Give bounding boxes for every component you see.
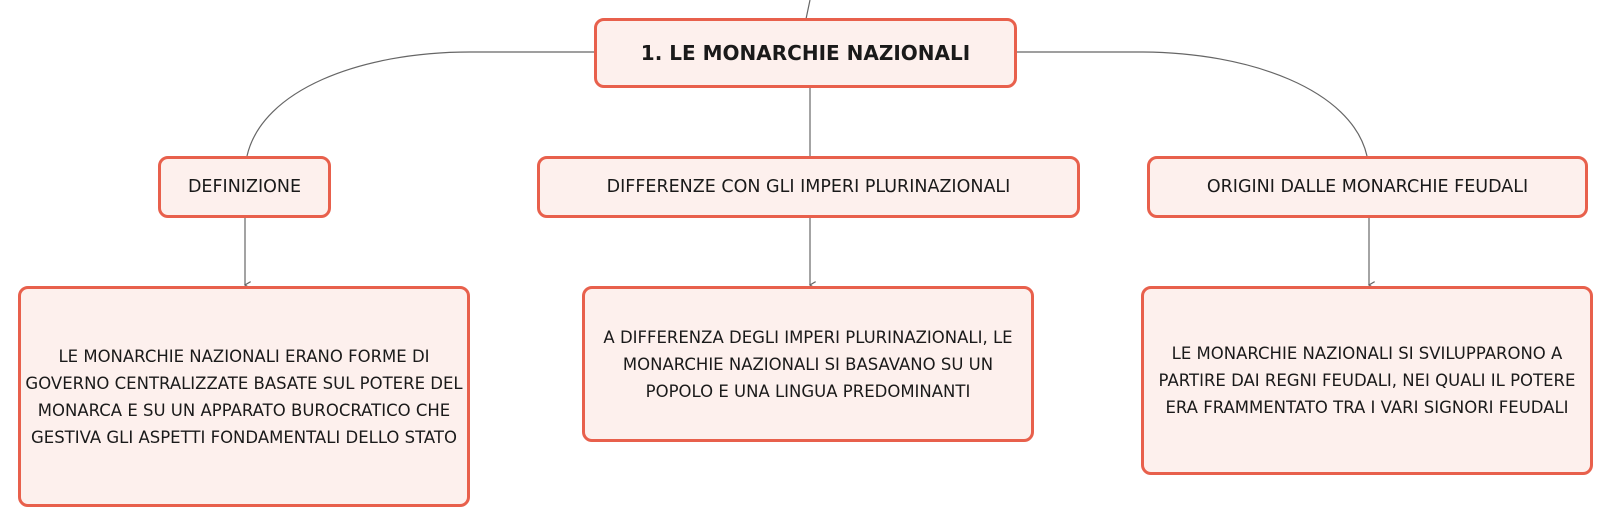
connector-root-to-origini	[1017, 52, 1367, 156]
detail-text: A DIFFERENZA DEGLI IMPERI PLURINAZIONALI, LE MONARCHIE NAZIONALI SI BASAVANO SU UN POPOLO E UNA LINGUA PREDOMINANTI	[603, 327, 1013, 401]
branch-label: DEFINIZIONE	[187, 177, 302, 197]
branch-node-differenze[interactable]	[537, 156, 1080, 218]
branch-node-definizione[interactable]	[158, 156, 331, 218]
detail-text: LE MONARCHIE NAZIONALI ERANO FORME DI GOVERNO CENTRALIZZATE BASATE SUL POTERE DEL MONARCA E SU UN APPARATO BUROCRATICO CHE GESTIVA GLI ASPETTI FONDAMENTALI DELLO STATO	[25, 346, 463, 447]
branch-label: DIFFERENZE CON GLI IMPERI PLURINAZIONALI	[606, 177, 1011, 197]
detail-node-origini[interactable]	[1141, 286, 1593, 475]
connector-root-to-definizione	[247, 52, 594, 156]
detail-node-definizione[interactable]	[18, 286, 470, 507]
detail-node-differenze[interactable]	[582, 286, 1034, 442]
branch-label: ORIGINI DALLE MONARCHIE FEUDALI	[1206, 177, 1529, 197]
detail-text: LE MONARCHIE NAZIONALI SI SVILUPPARONO A PARTIRE DAI REGNI FEUDALI, NEI QUALI IL POTERE ERA FRAMMENTATO TRA I VARI SIGNORI FEUDALI	[1158, 344, 1576, 417]
connector-parent-to-root	[806, 0, 810, 19]
root-label: 1. LE MONARCHIE NAZIONALI	[640, 41, 971, 65]
branch-node-origini[interactable]	[1147, 156, 1588, 218]
root-node[interactable]	[594, 18, 1017, 88]
